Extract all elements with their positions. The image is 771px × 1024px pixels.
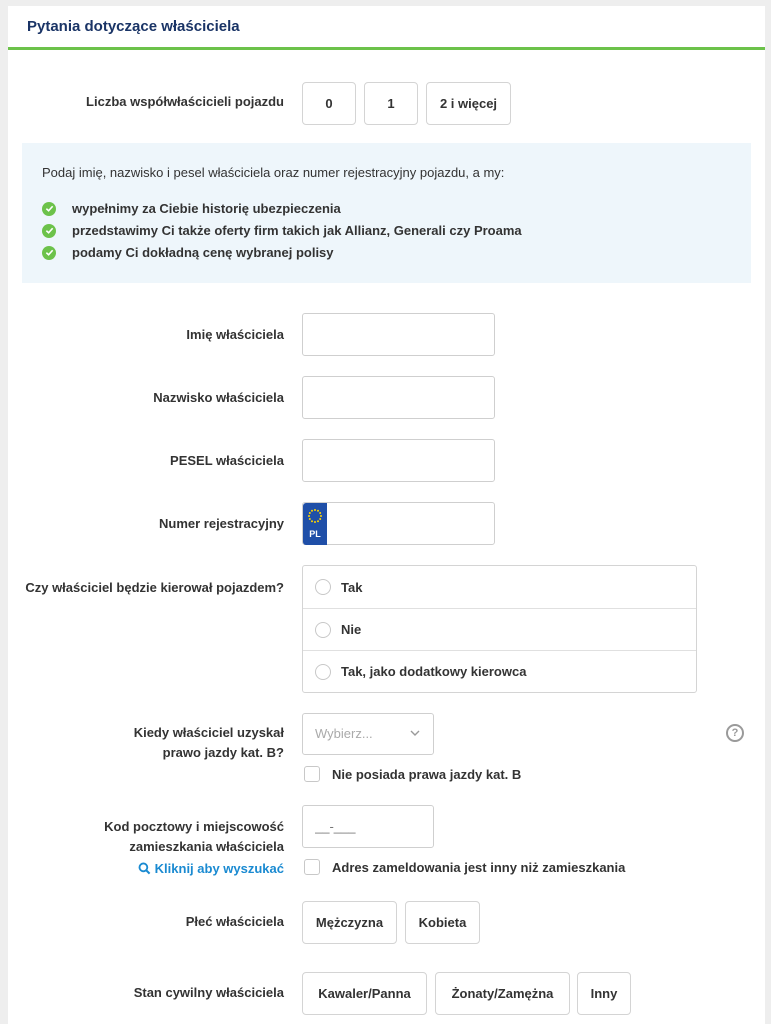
chevron-down-icon — [409, 727, 421, 739]
radio-label: Tak, jako dodatkowy kierowca — [341, 664, 527, 679]
info-box — [22, 143, 751, 283]
first-name-input[interactable] — [302, 313, 495, 356]
first-name-label: Imię właściciela — [186, 327, 284, 342]
info-bullet — [42, 223, 522, 238]
plate-input[interactable] — [302, 502, 495, 545]
radio-label: Tak — [341, 579, 363, 595]
no-license-checkbox[interactable] — [304, 766, 320, 782]
search-icon — [138, 862, 151, 875]
info-bullet-text: wypełnimy za Ciebie historię ubezpieczenia — [72, 201, 341, 216]
license-label — [134, 723, 284, 763]
last-name-label: Nazwisko właściciela — [153, 390, 284, 405]
marital-label: Stan cywilny właściciela — [133, 985, 284, 1000]
marital-other-button[interactable]: Inny — [577, 972, 631, 1015]
drives-radio-group — [302, 565, 697, 693]
search-link[interactable] — [138, 861, 284, 876]
info-bullet — [42, 201, 341, 216]
section-header — [8, 6, 765, 50]
radio-button[interactable] — [315, 664, 331, 680]
postal-label-line2: zamieszkania właściciela — [129, 839, 284, 854]
select-placeholder: Wybierz... — [315, 726, 373, 741]
info-bullet — [42, 245, 334, 260]
drives-option-no[interactable] — [303, 608, 696, 650]
search-link-text: Kliknij aby wyszukać — [154, 861, 284, 876]
coowners-label: Liczba współwłaścicieli pojazdu — [86, 94, 284, 109]
different-address-checkbox[interactable] — [304, 859, 320, 875]
drives-option-yes[interactable] — [303, 566, 696, 608]
marital-single-button[interactable]: Kawaler/Panna — [302, 972, 427, 1015]
check-circle-icon — [42, 246, 56, 260]
pesel-label: PESEL właściciela — [170, 453, 284, 468]
drives-label: Czy właściciel będzie kierował pojazdem? — [25, 580, 284, 595]
coowners-option-1[interactable]: 1 — [364, 82, 418, 125]
owner-questions-panel — [8, 6, 765, 1024]
check-circle-icon — [42, 202, 56, 216]
check-circle-icon — [42, 224, 56, 238]
no-license-label: Nie posiada prawa jazdy kat. B — [332, 767, 522, 782]
coowners-option-0[interactable]: 0 — [302, 82, 356, 125]
plate-country: PL — [309, 529, 321, 539]
license-label-line1: Kiedy właściciel uzyskał — [133, 725, 284, 740]
section-title: Pytania dotyczące właściciela — [27, 18, 240, 35]
radio-button[interactable] — [315, 622, 331, 638]
eu-flag-icon — [303, 503, 327, 545]
pesel-input[interactable] — [302, 439, 495, 482]
license-label-line2: prawo jazdy kat. B? — [162, 745, 284, 760]
info-bullet-text: podamy Ci dokładną cenę wybranej polisy — [72, 245, 334, 260]
gender-label: Płeć właściciela — [185, 914, 284, 929]
gender-female-button[interactable]: Kobieta — [405, 901, 480, 944]
gender-male-button[interactable]: Mężczyzna — [302, 901, 397, 944]
coowners-option-2-plus[interactable]: 2 i więcej — [426, 82, 511, 125]
marital-married-button[interactable]: Żonaty/Zamężna — [435, 972, 570, 1015]
question-circle-icon[interactable]: ? — [726, 724, 744, 742]
info-bullet-text: przedstawimy Ci także oferty firm takich jak Allianz, Generali czy Proama — [72, 223, 522, 238]
info-intro: Podaj imię, nazwisko i pesel właściciela oraz numer rejestracyjny pojazdu, a my: — [42, 165, 505, 180]
radio-button[interactable] — [315, 579, 331, 595]
radio-label: Nie — [341, 622, 362, 637]
postal-label — [104, 817, 284, 857]
license-date-select[interactable] — [302, 713, 434, 755]
last-name-input[interactable] — [302, 376, 495, 419]
postal-label-line1: Kod pocztowy i miejscowość — [104, 819, 284, 834]
different-address-label: Adres zameldowania jest inny niż zamieszkania — [332, 860, 626, 875]
drives-option-additional[interactable] — [303, 650, 696, 692]
postal-code-input[interactable] — [302, 805, 434, 848]
plate-label: Numer rejestracyjny — [158, 516, 284, 531]
